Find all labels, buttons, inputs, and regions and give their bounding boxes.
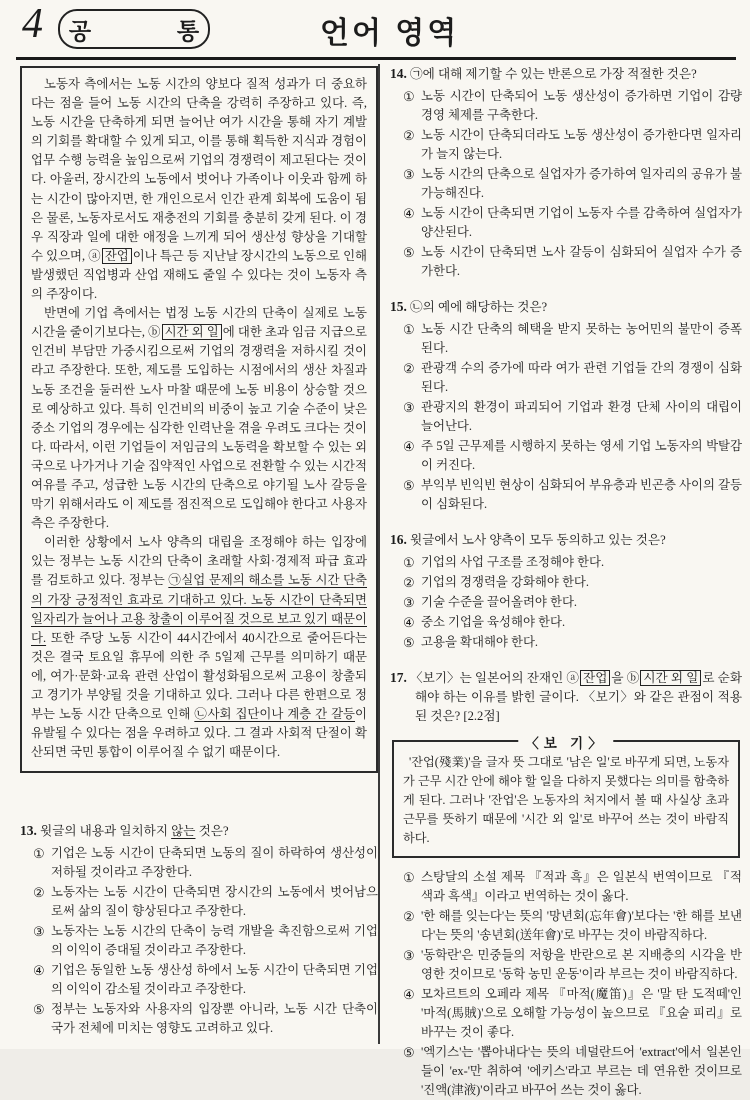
marker-nieun: ㉡ <box>194 707 208 722</box>
question-15-choices <box>390 320 742 514</box>
choice-text: 스탕달의 소설 제목 『적과 흑』은 일본식 번역이므로 『적색과 흑색』이라고 번역하는 것이 옳다. <box>421 870 742 903</box>
choice <box>390 165 742 203</box>
marker-a: ⓐ <box>566 671 580 685</box>
choice-text: 노동 시간의 단축으로 실업자가 증가하여 일자리의 공유가 불가능해진다. <box>421 167 742 200</box>
choice-number: ③ <box>403 948 415 963</box>
choice <box>390 87 742 125</box>
choice <box>390 437 742 475</box>
passage-text: 또한 주당 노동 시간이 44시간에서 40시간으로 줄어든다는 것은 결국 토요일 휴무에 의한 주 5일제 근무를 의미하기 때문에, 여가·문화·교육 관련 산업이 활성화됨으로써 고용이 창출되고 경기가 부양될 것을 기대하고 있다. 그러나 다른 한편으로 정부는 노동 시간 단축으로 인해 <box>31 630 367 722</box>
example-box <box>392 736 740 858</box>
question-15 <box>390 297 742 514</box>
choice <box>390 633 742 652</box>
header-rule <box>16 57 736 60</box>
choice-text: 노동 시간이 단축되면 기업이 노동자 수를 감축하여 실업자가 양산된다. <box>421 206 742 239</box>
example-box-label: 〈보 기〉 <box>518 732 613 752</box>
stem-text: ㉡의 예에 해당하는 것은? <box>410 300 548 314</box>
choice <box>390 243 742 281</box>
choice-text: 고용을 확대해야 한다. <box>421 635 539 649</box>
choice <box>390 204 742 242</box>
choice-number: ② <box>403 575 415 590</box>
choice-number: ② <box>403 909 415 924</box>
choice <box>390 398 742 436</box>
question-14 <box>390 64 742 281</box>
choice-text: 노동자는 노동 시간이 단축되면 장시간의 노동에서 벗어남으로써 삶의 질이 향상된다고 주장한다. <box>51 885 378 919</box>
choice-text: '한 해를 잊는다'는 뜻의 '망년회(忘年會)'보다는 '한 해를 보낸다'는 뜻의 '송년회(送年會)'로 바꾸는 것이 바람직하다. <box>421 909 742 942</box>
choice-text: 기업의 경쟁력을 강화해야 한다. <box>421 575 589 589</box>
choice-text: 주 5일 근무제를 시행하지 못하는 영세 기업 노동자의 박탈감이 커진다. <box>421 439 742 472</box>
choice <box>390 573 742 592</box>
boxed-term-sigan-oe-il: 시간 외 일 <box>162 324 222 340</box>
choice-number: ① <box>403 322 415 337</box>
choice-text: 관광지의 환경이 파괴되어 기업과 환경 단체 사이의 대립이 늘어난다. <box>421 400 742 433</box>
choice <box>390 553 742 572</box>
choice <box>390 593 742 612</box>
passage-text: 노동자 측에서는 노동 시간의 양보다 질적 성과가 더 중요하다는 점을 들어 노동 시간의 단축을 강력히 주장하고 있다. 즉, 노동 시간을 단축하게 되면 늘어난 여가 시간을 통해 자기 계발의 기회를 확대할 수 있게 되고, 이를 통해 획득한 지식과 경험이 업무 수행 능력을 높임으로써 기업의 경쟁력이 제고된다는 것이다. 아울러, 장시간의 노동에서 벗어나 가족이나 이웃과 함께 하는 시간이 많아지면, 한 개인으로서 인간 관계 회복에 도움이 됨은 물론, 노동자로서도 재충전의 기회를 충분히 갖게 된다. 이 경우 직장과 일에 대한 애정을 느끼게 되어 생산성 향상을 기대할 수 있으며, <box>31 77 367 263</box>
passage-text: 반면에 기업 측에서는 법정 노동 시간의 단축이 실제로 노동 시간을 줄이기보다는, <box>31 306 367 340</box>
choice-text: 기업은 노동 시간이 단축되면 노동의 질이 하락하여 생산성이 저하될 것이라고 주장한다. <box>51 846 378 880</box>
choice <box>20 883 378 921</box>
example-box-text: '잔업(殘業)'을 글자 뜻 그대로 '남은 일'로 바꾸게 되면, 노동자가 근무 시간 안에 해야 할 일을 다하지 못했다는 의미를 함축하게 된다. 그러나 '잔업'은 노동자의 처지에서 볼 때 사실상 초과 근무를 뜻하기 때문에 '시간 외 일'로 바꾸어 쓰는 것이 바람직하다. <box>403 755 729 845</box>
underlined-clause-2: 사회 집단이나 계층 간 갈등 <box>207 707 356 722</box>
choice-number: ④ <box>403 987 415 1002</box>
choice-text: 기업의 사업 구조를 조정해야 한다. <box>421 555 605 569</box>
choice <box>20 844 378 882</box>
question-15-stem <box>390 297 742 317</box>
choice <box>390 1043 742 1100</box>
choice <box>390 868 742 906</box>
choice-text: 노동 시간이 단축되어 노동 생산성이 증가하면 기업이 감량 경영 체제를 구축한다. <box>421 89 742 122</box>
choice-number: ⑤ <box>403 478 415 493</box>
choice-number: ① <box>403 89 415 104</box>
stem-underlined-word: 않는 <box>171 824 196 839</box>
choice <box>20 961 378 999</box>
question-13-stem <box>20 821 378 841</box>
question-16 <box>390 530 742 652</box>
choice-text: 모차르트의 오페라 제목 『마적(魔笛)』은 '말 탄 도적떼'인 '마적(馬賊)'으로 오해할 가능성이 높으므로 『요술 피리』로 바꾸는 것이 좋다. <box>421 987 742 1039</box>
question-17 <box>390 668 742 1100</box>
boxed-term-janeop: 잔업 <box>102 248 132 264</box>
section-badge-label: 공 통 <box>68 18 240 44</box>
underlined-clause-1: 실업 문제의 해소를 노동 시간 단축의 가장 긍정적인 효과로 기대하고 있다. 노동 시간이 단축되면 일자리가 늘어나 고용 창출이 이루어질 것으로 보고 있기 때문이다. <box>31 573 368 645</box>
choice <box>390 126 742 164</box>
choice-text: 중소 기업을 육성해야 한다. <box>421 615 566 629</box>
choice <box>390 946 742 984</box>
passage-paragraph-1 <box>31 75 367 304</box>
question-16-stem <box>390 530 742 550</box>
choice-number: ⑤ <box>403 245 415 260</box>
passage-text: 이 유발될 수 있다는 점을 우려하고 있다. 그 결과 사회적 단절이 확산되면 국민 통합이 이루어질 수 없기 때문이다. <box>31 707 367 760</box>
question-number: 13. <box>20 823 37 839</box>
choice <box>390 985 742 1042</box>
choice-number: ④ <box>403 615 415 630</box>
choice-number: ③ <box>403 167 415 182</box>
choice-text: 기술 수준을 끌어올려야 한다. <box>421 595 578 609</box>
left-column <box>20 66 378 1038</box>
choice <box>390 613 742 632</box>
choice-number: ⑤ <box>403 1045 415 1060</box>
stem-text: 윗글에서 노사 양측이 모두 동의하고 있는 것은? <box>410 533 666 547</box>
question-number: 14. <box>390 66 407 81</box>
choice-number: ③ <box>33 924 45 940</box>
choice-text: 기업은 동일한 노동 생산성 하에서 노동 시간이 단축되면 기업의 이익이 감소될 것이라고 주장한다. <box>51 963 378 997</box>
choice <box>390 907 742 945</box>
marker-b: ⓑ <box>626 671 640 685</box>
question-14-choices <box>390 87 742 281</box>
choice <box>20 922 378 960</box>
choice <box>20 1000 378 1038</box>
stem-text: ㉠에 대해 제기할 수 있는 반론으로 가장 적절한 것은? <box>410 67 697 81</box>
choice-number: ① <box>403 870 415 885</box>
question-17-choices <box>390 868 742 1100</box>
question-17-stem <box>390 668 742 726</box>
right-column <box>390 64 742 1100</box>
question-13 <box>20 821 378 1038</box>
choice-number: ④ <box>403 206 415 221</box>
passage-box <box>20 66 378 773</box>
choice-number: ② <box>403 361 415 376</box>
choice-text: 관광객 수의 증가에 따라 여가 관련 기업들 간의 경쟁이 심화된다. <box>421 361 742 394</box>
choice <box>390 320 742 358</box>
choice-text: 정부는 노동자와 사용자의 입장뿐 아니라, 노동 시간 단축이 국가 전체에 미치는 영향도 고려하고 있다. <box>51 1002 378 1036</box>
choice-number: ① <box>33 846 45 862</box>
stem-text: 〈보기〉는 일본어의 잔재인 <box>410 671 567 685</box>
page-number: 4 <box>22 1 43 47</box>
boxed-term-sigan-oe-il: 시간 외 일 <box>640 670 701 686</box>
column-divider <box>378 64 380 1044</box>
choice-number: ① <box>403 555 415 570</box>
question-13-choices <box>20 844 378 1038</box>
page-title: 언어 영역 <box>320 17 460 50</box>
choice-text: 노동 시간 단축의 혜택을 받지 못하는 농어민의 불만이 증폭된다. <box>421 322 742 355</box>
choice-number: ⑤ <box>33 1002 45 1018</box>
passage-text: 에 대한 초과 임금 지급으로 인건비 부담만 가중시킴으로써 기업의 경쟁력을 저하시킬 것이라고 주장한다. 또한, 제도를 도입하는 시점에서의 생산 차질과 노동 조건을 둘러싼 노사 마찰 때문에 노동 비용이 상승할 것으로 예상하고 있다. 특히 인건비의 비중이 높고 기술 수준이 낮은 중소 기업의 경우에는 심각한 인력난을 겪을 우려도 크다는 것이다. 따라서, 이런 기업들이 저임금의 노동력을 확보할 수 있는 외국으로 나가거나 기술 집약적인 사업으로 전환할 수 있는 시간적 여유를 주고, 성급한 노동 시간의 단축으로 야기될 노사 갈등을 막기 위해서라도 이 제도를 점진적으로 도입해야 한다고 사용자 측은 주장한다. <box>31 325 367 531</box>
choice-text: 부익부 빈익빈 현상이 심화되어 부유층과 빈곤층 사이의 갈등이 심화된다. <box>421 478 742 511</box>
choice-text: '동학란'은 민중들의 저항을 반란으로 본 지배층의 시각을 반영한 것이므로 '동학 농민 운동'이라 부르는 것이 바람직하다. <box>421 948 742 981</box>
section-badge <box>58 9 240 49</box>
choice-text: '엑기스'는 '뽑아내다'는 뜻의 네덜란드어 'extract'에서 일본인들이 'ex-'만 취하여 '에키스'라고 부르는 데 연유한 것이므로 '진액(津液)'이라고 바꾸어 쓰는 것이 옳다. <box>421 1045 742 1097</box>
marker-a: ⓐ <box>88 248 101 263</box>
marker-b: ⓑ <box>148 325 161 340</box>
choice <box>390 359 742 397</box>
passage-paragraph-3 <box>31 533 367 762</box>
question-number: 16. <box>390 532 407 547</box>
choice-number: ⑤ <box>403 635 415 650</box>
passage-text: 이나 특근 등 지난날 장시간의 노동으로 인해 발생했던 직업병과 산업 재해도 줄일 수 있다는 것이 노동자 측의 주장이다. <box>31 248 368 302</box>
stem-text: 윗글의 내용과 일치하지 <box>40 824 172 839</box>
question-16-choices <box>390 553 742 652</box>
question-14-stem <box>390 64 742 84</box>
choice-number: ④ <box>403 439 415 454</box>
passage-paragraph-2 <box>31 304 367 533</box>
choice-number: ② <box>403 128 415 143</box>
choice-text: 노동 시간이 단축되더라도 노동 생산성이 증가한다면 일자리가 늘지 않는다. <box>421 128 742 161</box>
choice-number: ④ <box>33 963 45 979</box>
choice-number: ② <box>33 885 45 901</box>
passage-text: 이러한 상황에서 노사 양측의 대립을 조정해야 하는 입장에 있는 정부는 노동 시간의 단축이 초래할 사회·경제적 파급 효과를 검토하고 있다. 정부는 <box>31 535 367 588</box>
choice-number: ③ <box>403 595 415 610</box>
stem-text: 을 <box>611 671 627 685</box>
question-number: 15. <box>390 299 407 314</box>
choice-text: 노동자는 노동 시간의 단축이 능력 개발을 촉진함으로써 기업의 이익이 증대될 것이라고 주장한다. <box>51 924 378 958</box>
stem-text: 것은? <box>195 824 229 839</box>
stem-text: 로 순화해야 하는 이유를 밝힌 글이다. 〈보기〉와 같은 관점이 적용된 것은? [2.2점] <box>415 671 742 723</box>
choice <box>390 476 742 514</box>
choice-number: ③ <box>403 400 415 415</box>
marker-giyeok: ㉠ <box>168 573 182 588</box>
choice-text: 노동 시간이 단축되면 노사 갈등이 심화되어 실업자 수가 증가한다. <box>421 245 742 278</box>
question-number: 17. <box>390 670 407 685</box>
boxed-term-janeop: 잔업 <box>580 670 610 686</box>
